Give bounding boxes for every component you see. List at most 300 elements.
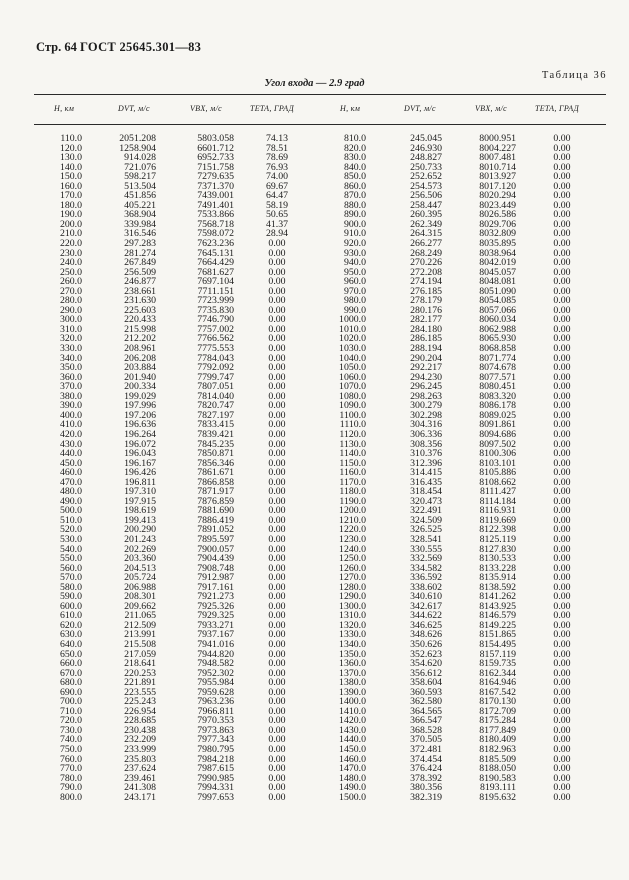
- table-cell: 0.00: [268, 257, 286, 269]
- table-cell: 8182.963: [479, 744, 516, 755]
- table-cell: 1120.0: [339, 428, 366, 440]
- table-cell: 41.37: [265, 218, 289, 230]
- table-cell: 344.622: [410, 610, 442, 622]
- table-cell: 7912.987: [197, 572, 234, 584]
- table-cell: 7866.858: [197, 476, 234, 488]
- table-cell: 0.00: [553, 658, 571, 670]
- table-cell: 8035.895: [479, 238, 516, 250]
- table-cell: 332.569: [410, 553, 442, 565]
- table-cell: 204.513: [124, 562, 156, 574]
- table-cell: 330.555: [410, 543, 442, 555]
- table-cell: 246.877: [124, 276, 156, 288]
- table-cell: 540.0: [59, 543, 82, 555]
- table-cell: 256.509: [124, 266, 156, 278]
- table-cell: 281.274: [124, 247, 156, 259]
- table-cell: 0.00: [268, 600, 286, 612]
- table-cell: 7871.917: [197, 486, 234, 498]
- table-cell: 7856.346: [197, 457, 234, 469]
- table-cell: 7735.830: [197, 304, 234, 316]
- table-cell: 8149.225: [479, 619, 516, 631]
- table-cell: 7908.748: [197, 562, 234, 574]
- table-cell: 7845.235: [197, 438, 234, 450]
- table-cell: 8195.632: [479, 791, 516, 803]
- table-cell: 267.849: [124, 257, 156, 269]
- table-cell: 8007.481: [479, 152, 516, 164]
- table-cell: 8188.050: [479, 763, 516, 775]
- table-cell: 0.00: [553, 591, 571, 603]
- table-cell: 350.0: [59, 362, 82, 374]
- table-cell: 6952.733: [197, 152, 234, 164]
- table-cell: 8116.931: [479, 505, 516, 517]
- table-cell: 205.724: [124, 572, 156, 584]
- table-cell: 0.00: [268, 343, 286, 355]
- table-cell: 210.0: [59, 228, 82, 240]
- table-cell: 721.076: [124, 161, 156, 173]
- table-cell: 76.93: [265, 161, 289, 173]
- header-teta-right: ТЕТА, ГРАД: [535, 104, 579, 113]
- table-cell: 7746.790: [197, 314, 234, 326]
- table-cell: 320.473: [410, 495, 442, 507]
- table-cell: 0.00: [268, 486, 286, 498]
- table-cell: 0.00: [553, 314, 571, 326]
- table-cell: 760.0: [59, 753, 82, 765]
- table-cell: 390.0: [59, 400, 82, 412]
- table-cell: 297.283: [124, 238, 156, 250]
- table-cell: 346.625: [410, 619, 442, 631]
- table-cell: 451.856: [124, 190, 156, 202]
- table-cell: 330.0: [59, 343, 82, 355]
- table-cell: 1500.0: [339, 791, 366, 803]
- table-cell: 0.00: [268, 514, 286, 526]
- table-cell: 1360.0: [339, 658, 366, 670]
- table-cell: 7711.151: [197, 285, 234, 297]
- table-cell: 1090.0: [339, 400, 366, 412]
- table-cell: 202.269: [124, 543, 156, 555]
- table-cell: 8125.119: [479, 533, 516, 545]
- table-cell: 0.00: [268, 276, 286, 288]
- table-cell: 352.623: [410, 648, 442, 660]
- table-cell: 8062.988: [479, 323, 516, 335]
- table-cell: 270.0: [59, 285, 82, 297]
- table-cell: 1230.0: [339, 533, 366, 545]
- table-cell: 7937.167: [197, 629, 234, 641]
- table-cell: 7799.747: [197, 371, 234, 383]
- table-cell: 8048.081: [479, 276, 516, 288]
- table-cell: 0.00: [268, 505, 286, 517]
- table-cell: 970.0: [343, 285, 366, 297]
- table-cell: 560.0: [59, 562, 82, 574]
- table-cell: 8074.678: [479, 362, 516, 374]
- table-cell: 212.509: [124, 619, 156, 631]
- table-cell: 8057.066: [479, 304, 516, 316]
- table-cell: 230.438: [124, 724, 156, 736]
- table-cell: 196.636: [124, 419, 156, 431]
- table-cell: 0.00: [553, 390, 571, 402]
- table-cell: 870.0: [343, 190, 366, 202]
- table-cell: 316.546: [124, 228, 156, 240]
- table-cell: 1440.0: [339, 734, 366, 746]
- table-cell: 850.0: [343, 171, 366, 183]
- table-cell: 288.194: [410, 343, 442, 355]
- table-cell: 7970.353: [197, 715, 234, 727]
- table-cell: 302.298: [410, 409, 442, 421]
- table-cell: 218.641: [124, 658, 156, 670]
- table-cell: 0.00: [553, 142, 571, 154]
- table-cell: 7900.057: [197, 543, 234, 555]
- table-cell: 0.00: [268, 352, 286, 364]
- table-cell: 0.00: [553, 467, 571, 479]
- table-cell: 7963.236: [197, 696, 234, 708]
- table-cell: 0.00: [553, 744, 571, 755]
- table-cell: 7929.325: [197, 610, 234, 622]
- table-cell: 290.0: [59, 304, 82, 316]
- table-cell: 0.00: [553, 648, 571, 660]
- table-cell: 0.00: [268, 371, 286, 383]
- table-cell: 1280.0: [339, 581, 366, 593]
- table-cell: 306.336: [410, 428, 442, 440]
- table-cell: 0.00: [553, 724, 571, 736]
- table-cell: 225.243: [124, 696, 156, 708]
- table-cell: 700.0: [59, 696, 82, 708]
- table-cell: 7598.072: [197, 228, 234, 240]
- table-cell: 1050.0: [339, 362, 366, 374]
- table-cell: 8045.057: [479, 266, 516, 278]
- table-cell: 201.940: [124, 371, 156, 383]
- table-cell: 74.00: [265, 171, 289, 183]
- table-cell: 1150.0: [339, 457, 366, 469]
- table-cell: 670.0: [59, 667, 82, 679]
- table-cell: 8032.809: [479, 228, 516, 240]
- table-cell: 7917.161: [197, 581, 234, 593]
- table-cell: 213.991: [124, 629, 156, 641]
- table-cell: 0.00: [553, 562, 571, 574]
- table-cell: 8077.571: [479, 371, 516, 383]
- table-cell: 232.209: [124, 734, 156, 746]
- table-cell: 8038.964: [479, 247, 516, 259]
- table-cell: 8004.227: [479, 142, 516, 154]
- table-cell: 7279.635: [197, 171, 234, 183]
- table-cell: 0.00: [553, 619, 571, 631]
- table-cell: 914.028: [124, 152, 156, 164]
- table-cell: 338.602: [410, 581, 442, 593]
- table-cell: 318.454: [410, 486, 442, 498]
- table-cell: 197.310: [124, 486, 156, 498]
- header-h-left: Н, км: [54, 104, 75, 113]
- table-cell: 8146.579: [479, 610, 516, 622]
- table-cell: 250.733: [410, 161, 442, 173]
- table-cell: 0.00: [268, 677, 286, 689]
- table-cell: 7891.052: [197, 524, 234, 536]
- column-dvt-right: [384, 134, 442, 802]
- table-cell: 274.194: [410, 276, 442, 288]
- table-cell: 0.00: [553, 715, 571, 727]
- table-cell: 0.00: [268, 610, 286, 622]
- table-cell: 8089.025: [479, 409, 516, 421]
- table-cell: 1470.0: [339, 763, 366, 775]
- table-cell: 362.580: [410, 696, 442, 708]
- table-cell: 0.00: [553, 524, 571, 536]
- table-cell: 258.447: [410, 199, 442, 211]
- table-cell: 0.00: [553, 161, 571, 173]
- table-cell: 930.0: [343, 247, 366, 259]
- table-cell: 334.582: [410, 562, 442, 574]
- table-cell: 1460.0: [339, 753, 366, 765]
- table-cell: 78.69: [265, 152, 289, 164]
- table-cell: 8026.586: [479, 209, 516, 221]
- table-cell: 8172.709: [479, 705, 516, 717]
- table-cell: 1020.0: [339, 333, 366, 345]
- table-cell: 380.356: [410, 782, 442, 794]
- table-cell: 8091.861: [479, 419, 516, 431]
- table-cell: 0.00: [553, 285, 571, 297]
- header-dvt-right: DVT, м/с: [404, 104, 436, 113]
- page-number: Стр. 64: [36, 40, 77, 54]
- table-cell: 0.00: [553, 209, 571, 221]
- table-cell: 245.045: [410, 133, 442, 144]
- table-cell: 1190.0: [339, 495, 366, 507]
- table-cell: 7775.553: [197, 343, 234, 355]
- table-cell: 276.185: [410, 285, 442, 297]
- table-cell: 0.00: [553, 696, 571, 708]
- table-cell: 8138.592: [479, 581, 516, 593]
- table-cell: 8105.886: [479, 467, 516, 479]
- table-cell: 8190.583: [479, 772, 516, 784]
- table-cell: 8010.714: [479, 161, 516, 173]
- table-cell: 211.065: [124, 610, 156, 622]
- table-cell: 180.0: [59, 199, 82, 211]
- table-cell: 190.0: [59, 209, 82, 221]
- table-cell: 268.249: [410, 247, 442, 259]
- table-cell: 7984.218: [197, 753, 234, 765]
- table-cell: 1450.0: [339, 744, 366, 755]
- table-title: Угол входа — 2.9 град: [264, 78, 365, 89]
- table-cell: 0.00: [268, 409, 286, 421]
- table-cell: 8170.130: [479, 696, 516, 708]
- table-top-rule: [34, 94, 606, 95]
- table-cell: 8068.858: [479, 343, 516, 355]
- table-cell: 1200.0: [339, 505, 366, 517]
- table-cell: 382.319: [410, 791, 442, 803]
- table-cell: 910.0: [343, 228, 366, 240]
- table-cell: 8080.451: [479, 381, 516, 393]
- table-cell: 252.652: [410, 171, 442, 183]
- table-cell: 380.0: [59, 390, 82, 402]
- table-cell: 8065.930: [479, 333, 516, 345]
- table-cell: 7371.370: [197, 180, 234, 192]
- table-cell: 0.00: [268, 323, 286, 335]
- table-cell: 8100.306: [479, 448, 516, 460]
- table-cell: 239.461: [124, 772, 156, 784]
- table-cell: 8127.830: [479, 543, 516, 555]
- table-cell: 0.00: [268, 715, 286, 727]
- table-cell: 7439.001: [197, 190, 234, 202]
- table-cell: 7807.051: [197, 381, 234, 393]
- table-cell: 7681.627: [197, 266, 234, 278]
- table-cell: 0.00: [268, 619, 286, 631]
- table-cell: 196.043: [124, 448, 156, 460]
- table-cell: 7881.690: [197, 505, 234, 517]
- table-cell: 460.0: [59, 467, 82, 479]
- table-cell: 7948.582: [197, 658, 234, 670]
- table-cell: 212.202: [124, 333, 156, 345]
- table-cell: 0.00: [553, 238, 571, 250]
- table-cell: 0.00: [268, 524, 286, 536]
- table-cell: 7664.429: [197, 257, 234, 269]
- table-cell: 1300.0: [339, 600, 366, 612]
- table-cell: 8029.706: [479, 218, 516, 230]
- table-cell: 1340.0: [339, 638, 366, 650]
- table-cell: 0.00: [268, 438, 286, 450]
- table-cell: 0.00: [268, 448, 286, 460]
- table-cell: 0.00: [553, 600, 571, 612]
- table-cell: 376.424: [410, 763, 442, 775]
- table-cell: 340.610: [410, 591, 442, 603]
- table-cell: 750.0: [59, 744, 82, 755]
- table-cell: 570.0: [59, 572, 82, 584]
- table-cell: 1370.0: [339, 667, 366, 679]
- table-cell: 490.0: [59, 495, 82, 507]
- table-cell: 0.00: [268, 467, 286, 479]
- table-cell: 0.00: [268, 648, 286, 660]
- table-cell: 74.13: [265, 133, 289, 144]
- table-cell: 262.349: [410, 218, 442, 230]
- table-cell: 6601.712: [197, 142, 234, 154]
- table-cell: 0.00: [553, 505, 571, 517]
- table-cell: 440.0: [59, 448, 82, 460]
- table-cell: 7973.863: [197, 724, 234, 736]
- table-cell: 1480.0: [339, 772, 366, 784]
- table-cell: 0.00: [268, 381, 286, 393]
- table-cell: 8143.925: [479, 600, 516, 612]
- table-cell: 0.00: [268, 457, 286, 469]
- table-cell: 328.541: [410, 533, 442, 545]
- table-cell: 220.0: [59, 238, 82, 250]
- table-cell: 1420.0: [339, 715, 366, 727]
- table-cell: 8108.662: [479, 476, 516, 488]
- table-cell: 220.253: [124, 667, 156, 679]
- table-cell: 0.00: [553, 247, 571, 259]
- table-cell: 243.171: [124, 791, 156, 803]
- table-cell: 7925.326: [197, 600, 234, 612]
- table-cell: 0.00: [268, 247, 286, 259]
- table-cell: 225.603: [124, 304, 156, 316]
- table-cell: 980.0: [343, 295, 366, 307]
- table-cell: 0.00: [553, 343, 571, 355]
- table-cell: 0.00: [553, 705, 571, 717]
- page-header: [36, 40, 201, 55]
- table-cell: 610.0: [59, 610, 82, 622]
- table-cell: 7820.747: [197, 400, 234, 412]
- table-cell: 1400.0: [339, 696, 366, 708]
- table-cell: 220.433: [124, 314, 156, 326]
- table-cell: 0.00: [268, 667, 286, 679]
- table-cell: 8167.542: [479, 686, 516, 698]
- table-cell: 7994.331: [197, 782, 234, 794]
- table-cell: 200.290: [124, 524, 156, 536]
- table-cell: 8177.849: [479, 724, 516, 736]
- table-cell: 0.00: [268, 295, 286, 307]
- table-cell: 1030.0: [339, 343, 366, 355]
- table-cell: 1010.0: [339, 323, 366, 335]
- table-cell: 368.904: [124, 209, 156, 221]
- table-cell: 228.685: [124, 715, 156, 727]
- table-cell: 1210.0: [339, 514, 366, 526]
- table-cell: 0.00: [268, 390, 286, 402]
- table-header-rule: [34, 124, 606, 125]
- table-cell: 0.00: [268, 533, 286, 545]
- table-cell: 660.0: [59, 658, 82, 670]
- table-cell: 0.00: [268, 314, 286, 326]
- table-cell: 196.811: [124, 476, 156, 488]
- table-cell: 208.961: [124, 343, 156, 355]
- table-cell: 130.0: [59, 152, 82, 164]
- table-cell: 1040.0: [339, 352, 366, 364]
- table-cell: 201.243: [124, 533, 156, 545]
- table-cell: 0.00: [268, 724, 286, 736]
- table-cell: 0.00: [553, 218, 571, 230]
- table-cell: 1220.0: [339, 524, 366, 536]
- table-cell: 770.0: [59, 763, 82, 775]
- table-cell: 215.998: [124, 323, 156, 335]
- table-cell: 8013.927: [479, 171, 516, 183]
- table-cell: 0.00: [553, 686, 571, 698]
- table-cell: 0.00: [553, 610, 571, 622]
- table-cell: 0.00: [553, 419, 571, 431]
- table-cell: 208.301: [124, 591, 156, 603]
- table-cell: 0.00: [553, 581, 571, 593]
- table-cell: 196.264: [124, 428, 156, 440]
- table-cell: 300.0: [59, 314, 82, 326]
- table-cell: 8175.284: [479, 715, 516, 727]
- table-cell: 8023.449: [479, 199, 516, 211]
- table-cell: 0.00: [268, 696, 286, 708]
- table-cell: 0.00: [268, 629, 286, 641]
- table-cell: 405.221: [124, 199, 156, 211]
- table-cell: 120.0: [59, 142, 82, 154]
- table-cell: 0.00: [553, 495, 571, 507]
- table-cell: 0.00: [268, 553, 286, 565]
- table-cell: 215.508: [124, 638, 156, 650]
- table-cell: 248.827: [410, 152, 442, 164]
- column-h-right: [322, 134, 366, 802]
- table-cell: 1140.0: [339, 448, 366, 460]
- table-cell: 0.00: [268, 791, 286, 803]
- table-cell: 0.00: [553, 533, 571, 545]
- table-cell: 8133.228: [479, 562, 516, 574]
- table-cell: 0.00: [553, 171, 571, 183]
- table-cell: 378.392: [410, 772, 442, 784]
- table-cell: 354.620: [410, 658, 442, 670]
- table-cell: 7861.671: [197, 467, 234, 479]
- table-cell: 620.0: [59, 619, 82, 631]
- table-cell: 8135.914: [479, 572, 516, 584]
- table-cell: 7792.092: [197, 362, 234, 374]
- table-cell: 0.00: [553, 428, 571, 440]
- table-cell: 0.00: [553, 228, 571, 240]
- table-cell: 0.00: [268, 333, 286, 345]
- table-cell: 0.00: [553, 772, 571, 784]
- table-cell: 0.00: [553, 763, 571, 775]
- table-cell: 286.185: [410, 333, 442, 345]
- table-cell: 0.00: [553, 543, 571, 555]
- table-cell: 650.0: [59, 648, 82, 660]
- table-cell: 0.00: [553, 381, 571, 393]
- table-cell: 8000.951: [479, 133, 516, 144]
- table-cell: 1310.0: [339, 610, 366, 622]
- table-cell: 8114.184: [479, 495, 516, 507]
- table-cell: 8130.533: [479, 553, 516, 565]
- table-cell: 324.509: [410, 514, 442, 526]
